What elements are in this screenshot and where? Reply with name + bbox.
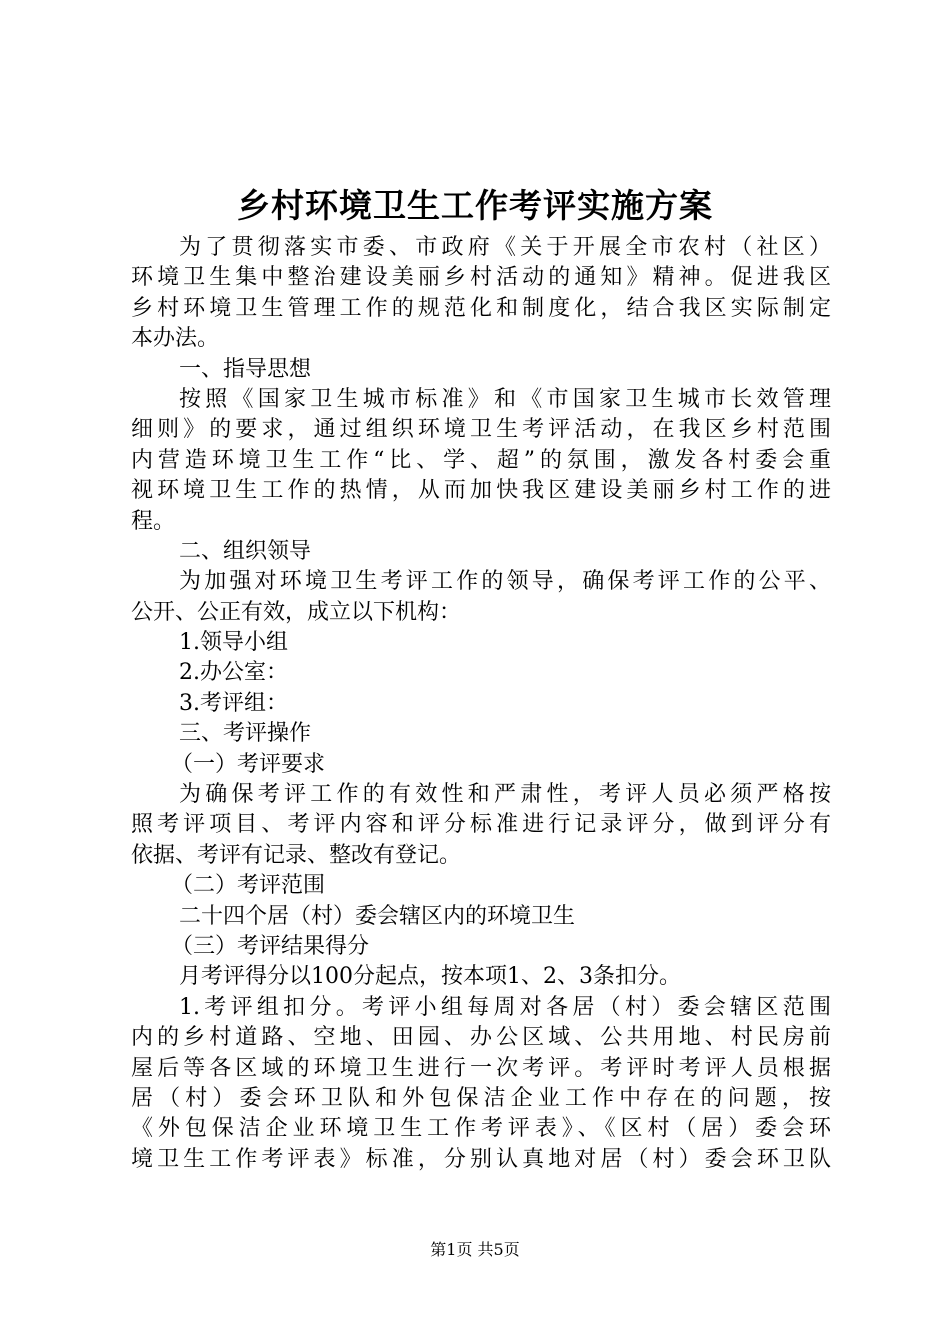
subsection-heading: （三）考评结果得分 — [171, 933, 370, 959]
paragraph-line: 1.考评组扣分。考评小组每周对各居（村）委会辖区范围 — [179, 994, 831, 1020]
paragraph-line: 乡村环境卫生管理工作的规范化和制度化，结合我区实际制定 — [131, 295, 831, 321]
paragraph-line: 细则》的要求，通过组织环境卫生考评活动，在我区乡村范围 — [131, 417, 831, 443]
list-item: 1.领导小组 — [179, 630, 288, 656]
section-heading: 二、组织领导 — [179, 538, 312, 564]
list-item: 2.办公室： — [179, 660, 288, 686]
paragraph-line: 居（村）委会环卫队和外包保洁企业工作中存在的问题，按 — [131, 1085, 831, 1111]
paragraph-line: 内的乡村道路、空地、田园、办公区域、公共用地、村民房前 — [131, 1025, 831, 1051]
paragraph-line: 境卫生工作考评表》标准，分别认真地对居（村）委会环卫队 — [131, 1146, 831, 1172]
section-heading: 三、考评操作 — [179, 721, 312, 747]
paragraph-line: 屋后等各区域的环境卫生进行一次考评。考评时考评人员根据 — [131, 1055, 831, 1081]
paragraph-line: 按照《国家卫生城市标准》和《市国家卫生城市长效管理 — [179, 386, 831, 412]
subsection-heading: （二）考评范围 — [171, 873, 326, 899]
paragraph-line: 依据、考评有记录、整改有登记。 — [131, 842, 462, 868]
paragraph-line: 公开、公正有效，成立以下机构： — [131, 599, 462, 625]
paragraph-line: 《外包保洁企业环境卫生工作考评表》、《区村（居）委会环 — [131, 1116, 831, 1142]
subsection-heading: （一）考评要求 — [171, 751, 326, 777]
paragraph-line: 程。 — [131, 508, 176, 534]
paragraph-line: 本办法。 — [131, 326, 220, 352]
list-item: 3.考评组： — [179, 690, 288, 716]
document-body — [131, 233, 831, 1175]
paragraph-line: 月考评得分以100分起点，按本项1、2、3条扣分。 — [179, 964, 681, 990]
paragraph-line: 内营造环境卫生工作“比、学、超”的氛围，激发各村委会重 — [131, 447, 831, 473]
paragraph-line: 为了贯彻落实市委、市政府《关于开展全市农村（社区） — [179, 235, 831, 260]
paragraph-line: 环境卫生集中整治建设美丽乡村活动的通知》精神。促进我区 — [131, 265, 831, 291]
paragraph-line: 为确保考评工作的有效性和严肃性，考评人员必须严格按 — [179, 782, 831, 808]
section-heading: 一、指导思想 — [179, 356, 312, 382]
paragraph-line: 二十四个居（村）委会辖区内的环境卫生 — [179, 903, 576, 929]
paragraph-line: 为加强对环境卫生考评工作的领导，确保考评工作的公平、 — [179, 569, 831, 595]
paragraph-line: 视环境卫生工作的热情，从而加快我区建设美丽乡村工作的进 — [131, 478, 831, 504]
document-title: 乡村环境卫生工作考评实施方案 — [237, 186, 713, 225]
page-number-footer: 第1页 共5页 — [430, 1240, 520, 1259]
paragraph-line: 照考评项目、考评内容和评分标准进行记录评分，做到评分有 — [131, 812, 831, 838]
